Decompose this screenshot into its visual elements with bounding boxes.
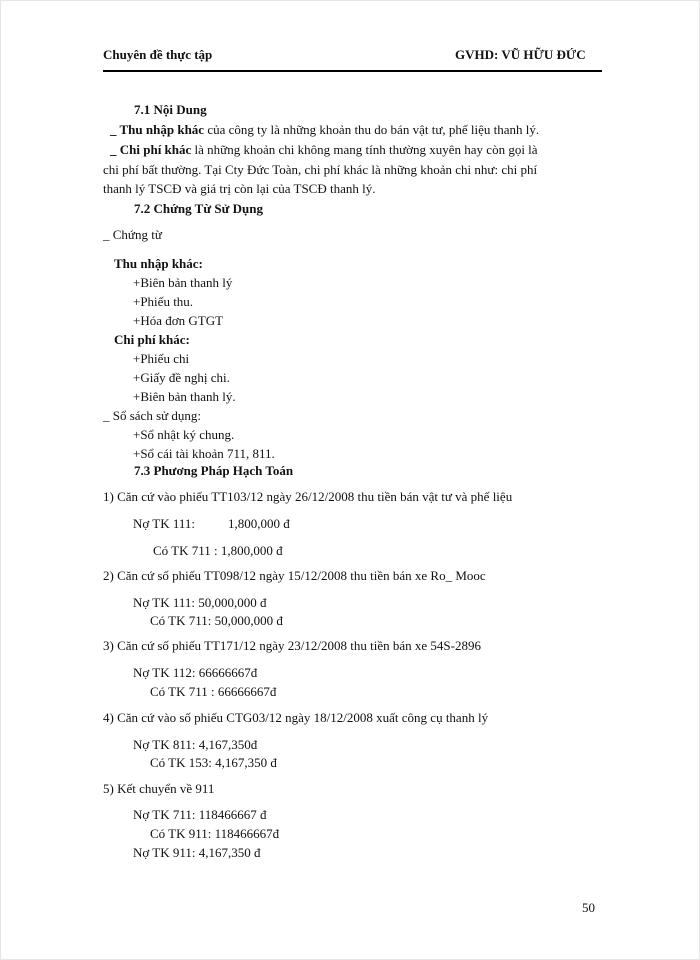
entry-5-debit: Nợ TK 711: 118466667 đ [133, 807, 267, 822]
income-docs-heading: Thu nhập khác: [114, 256, 203, 271]
header-rule [103, 70, 602, 72]
entry-2-credit: Có TK 711: 50,000,000 đ [150, 613, 283, 628]
expense-paragraph-line1 [110, 142, 538, 158]
entry-1-credit: Có TK 711 : 1,800,000 đ [153, 543, 283, 558]
entry-5-credit: Có TK 911: 118466667đ [150, 826, 280, 841]
income-text: của công ty là những khoản thu do bán vật tư, phế liệu thanh lý. [204, 122, 540, 137]
entry-2-debit: Nợ TK 111: 50,000,000 đ [133, 595, 267, 610]
header-right: GVHD: VŨ HỮU ĐỨC [455, 47, 586, 62]
entry-5-debit-2: Nợ TK 911: 4,167,350 đ [133, 845, 261, 860]
entry-4-credit: Có TK 153: 4,167,350 đ [150, 755, 277, 770]
list-item: +Sổ nhật ký chung. [133, 427, 235, 442]
list-item: +Giấy đề nghị chi. [133, 370, 230, 385]
section-73-title: 7.3 Phương Pháp Hạch Toán [134, 463, 294, 478]
entry-3-credit: Có TK 711 : 66666667đ [150, 684, 277, 699]
expense-paragraph-line2: chi phí bất thường. Tại Cty Đức Toàn, chi phí khác là những khoản chi như: chi phí [103, 162, 538, 177]
entry-1-debit-label: Nợ TK 111: [133, 516, 196, 531]
entry-1-debit-amount: 1,800,000 đ [228, 516, 290, 531]
page-number: 50 [582, 900, 595, 915]
list-item: +Hóa đơn GTGT [133, 313, 224, 328]
entry-4-description: 4) Căn cứ vào số phiếu CTG03/12 ngày 18/12/2008 xuất công cụ thanh lý [103, 710, 489, 725]
entry-5-description: 5) Kết chuyển về 911 [103, 781, 215, 796]
list-item: +Phiếu chi [133, 351, 190, 366]
entry-2-description: 2) Căn cứ số phiếu TT098/12 ngày 15/12/2008 thu tiền bán xe Ro_ Mooc [103, 568, 486, 583]
header-left: Chuyên đề thực tập [103, 47, 213, 62]
entry-1-description: 1) Căn cứ vào phiếu TT103/12 ngày 26/12/2008 thu tiền bán vật tư và phế liệu [103, 489, 513, 504]
expense-text-l1: là những khoản chi không mang tính thường xuyên hay còn gọi là [191, 142, 538, 157]
income-paragraph [110, 122, 539, 138]
list-item: +Biên bản thanh lý. [133, 389, 236, 404]
expense-term: _ Chi phí khác [110, 142, 192, 157]
documents-label: _ Chứng từ [103, 227, 162, 242]
section-72-title: 7.2 Chứng Từ Sử Dụng [134, 201, 264, 216]
section-71-title: 7.1 Nội Dung [134, 102, 207, 117]
entry-4-debit: Nợ TK 811: 4,167,350đ [133, 737, 258, 752]
list-item: +Biên bản thanh lý [133, 275, 233, 290]
list-item: +Phiếu thu. [133, 294, 194, 309]
list-item: +Sổ cái tài khoản 711, 811. [133, 446, 275, 461]
books-label: _ Sổ sách sử dụng: [103, 408, 202, 423]
entry-3-description: 3) Căn cứ số phiếu TT171/12 ngày 23/12/2008 thu tiền bán xe 54S-2896 [103, 638, 481, 653]
expense-docs-heading: Chi phí khác: [114, 332, 190, 347]
income-term: _ Thu nhập khác [110, 122, 205, 137]
expense-paragraph-line3: thanh lý TSCĐ và giá trị còn lại của TSCĐ thanh lý. [103, 181, 376, 196]
entry-3-debit: Nợ TK 112: 66666667đ [133, 665, 258, 680]
